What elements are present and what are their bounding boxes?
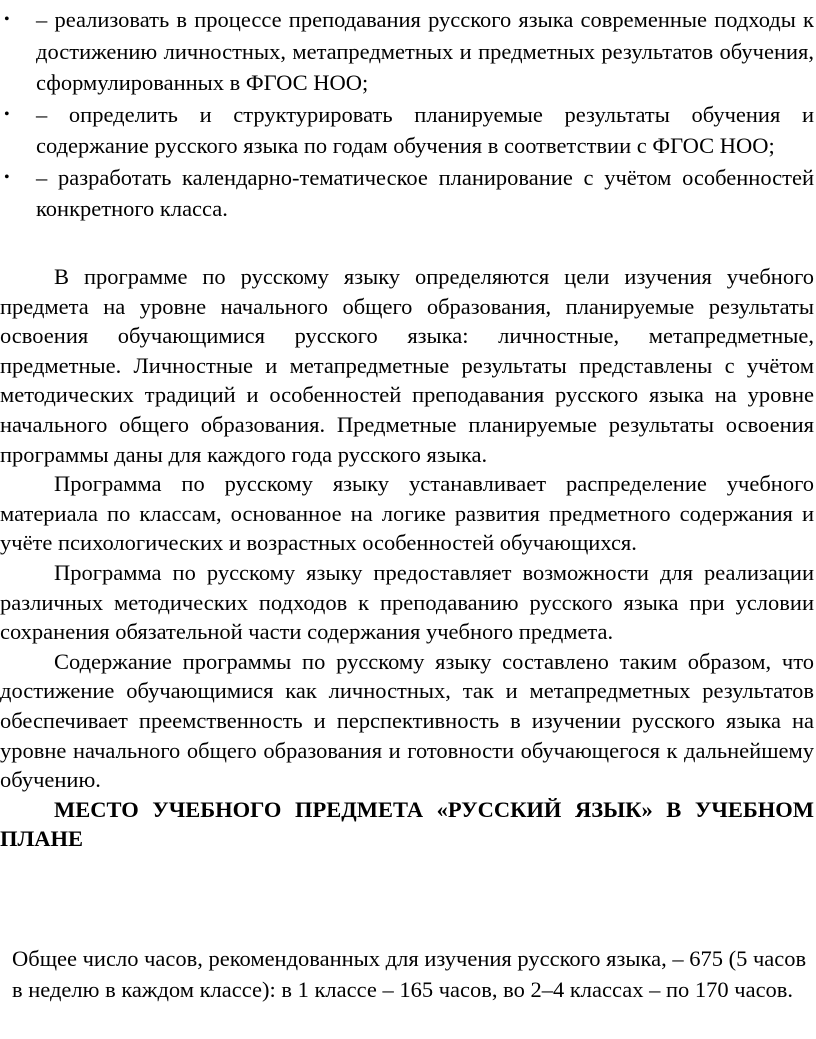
bullet-icon: • [4,168,10,186]
paragraph-distribution: Программа по русскому языку устанавливает распределение учебного материала по классам, основанное на логике развития предметного содержания и учёте психологических и возрастных особенностей обучающихся. [0,471,814,556]
bullet-item [0,99,816,162]
bullet-text: – реализовать в процессе преподавания русского языка современные подходы к достижению личностных, метапредметных и предметных результатов обучения, сформулированных в ФГОС НОО; [36,7,814,95]
paragraph-methodical-approaches: Программа по русскому языку предоставляет возможности для реализации различных методических подходов к преподаванию русского языка при условии сохранения обязательной части содержания учебного предмета. [0,559,814,645]
bullet-item [0,4,816,99]
bullet-item [0,162,816,225]
bullet-icon: • [4,105,10,123]
goals-bullet-list [0,4,816,225]
section-heading: МЕСТО УЧЕБНОГО ПРЕДМЕТА «РУССКИЙ ЯЗЫК» В УЧЕБНОМ ПЛАНЕ [0,796,814,851]
bullet-text: – определить и структурировать планируемые результаты обучения и содержание русского языка по годам обучения в соответствии с ФГОС НОО; [36,101,814,158]
paragraph-content-structure: Содержание программы по русскому языку составлено таким образом, что достижение обучающимися как личностных, так и метапредметных результатов обеспечивает преемственность и перспективность в изучении русского языка на уровне начального общего образования и готовности обучающегося к дальнейшему обучению. [0,648,814,793]
bullet-text: – разработать календарно-тематическое планирование с учётом особенностей конкретного класса. [36,164,814,221]
bullet-icon: • [4,11,10,28]
body-text [0,262,814,853]
paragraph-program-goals: В программе по русскому языку определяются цели изучения учебного предмета на уровне начального общего образования, планируемые результаты освоения обучающимися русского языка: личностные, метапредметные, предметные. Личностные и метапредметные результаты представлены с учётом методических традиций и особенностей преподавания русского языка на уровне начального общего образования. Предметные планируемые результаты освоения программы даны для каждого года русского языка. [0,264,814,467]
paragraph-total-hours: Общее число часов, рекомендованных для изучения русского языка, – 675 (5 часов в неделю в каждом классе): в 1 классе – 165 часов, во 2–4 классах – по 170 часов. [12,946,807,1002]
